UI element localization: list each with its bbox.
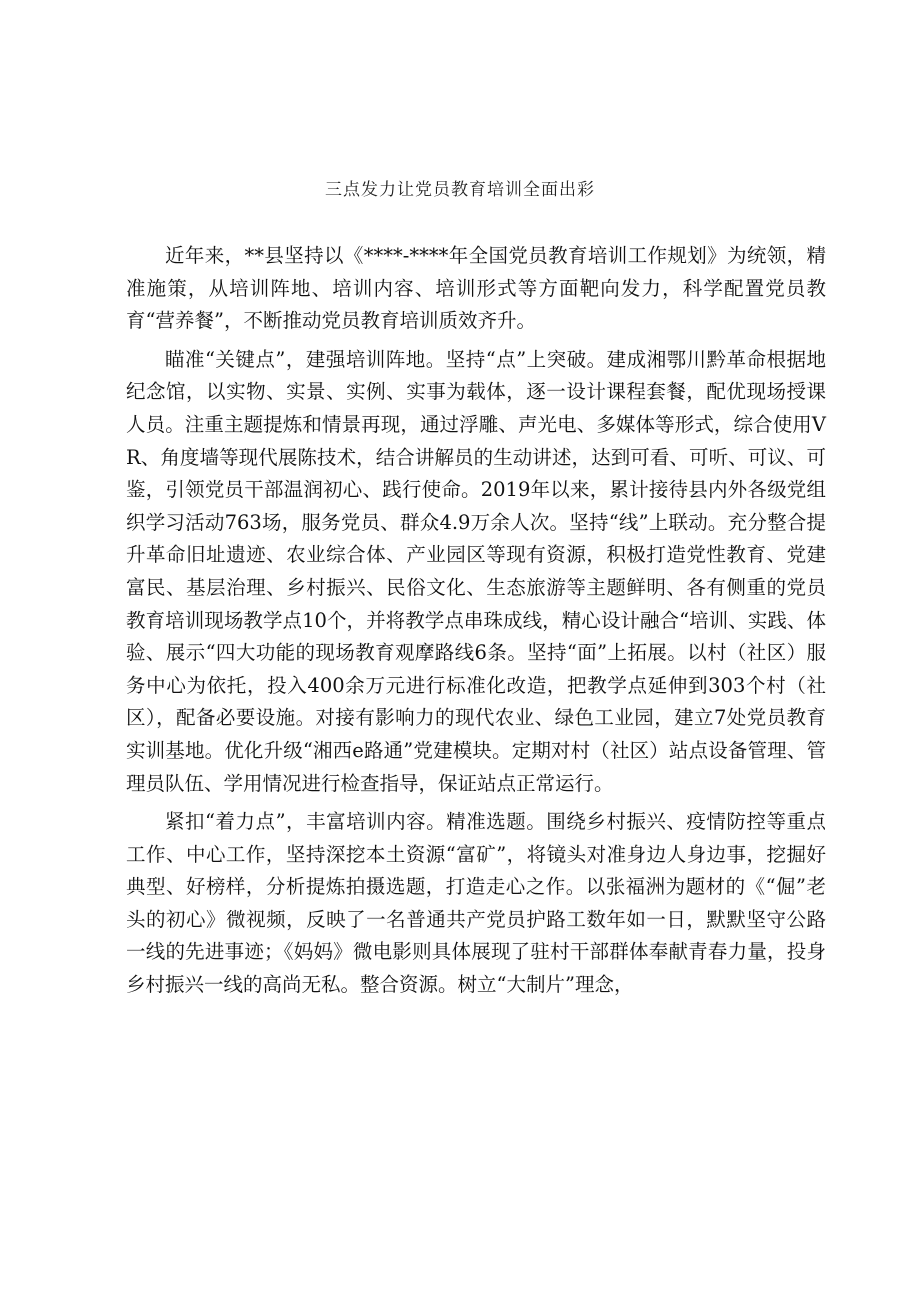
- document-title: 三点发力让党员教育培训全面出彩: [325, 180, 595, 200]
- paragraph-training-base: 瞄准“关键点”，建强培训阵地。坚持“点”上突破。建成湘鄂川黔革命根据地纪念馆，以实物、实景、实例、实事为载体，逐一设计课程套餐，配优现场授课人员。注重主题提炼和情景再现，通过浮雕、声光电、多媒体等形式，综合使用VR、角度墙等现代展陈技术，结合讲解员的生动讲述，达到可看、可听、可议、可鉴，引领党员干部温润初心、践行使命。2019年以来，累计接待县内外各级党组织学习活动763场，服务党员、群众4.9万余人次。坚持“线”上联动。充分整合提升革命旧址遗迹、农业综合体、产业园区等现有资源，积极打造党性教育、党建富民、基层治理、乡村振兴、民俗文化、生态旅游等主题鲜明、各有侧重的党员教育培训现场教学点10个，并将教学点串珠成线，精心设计融合“培训、实践、体验、展示“四大功能的现场教育观摩路线6条。坚持“面”上拓展。以村（社区）服务中心为依托，投入400余万元进行标准化改造，把教学点延伸到303个村（社区），配备必要设施。对接有影响力的现代农业、绿色工业园，建立7处党员教育实训基地。优化升级“湘西e路通”党建模块。定期对村（社区）站点设备管理、管理员队伍、学用情况进行检查指导，保证站点正常运行。: [126, 347, 826, 795]
- paragraph-intro: 近年来，**县坚持以《****-****年全国党员教育培训工作规划》为统领，精准施策，从培训阵地、培训内容、培训形式等方面靶向发力，科学配置党员教育“营养餐”，不断推动党员教育培训质效齐升。: [126, 244, 826, 333]
- document-body: [126, 240, 826, 1008]
- paragraph-training-content: 紧扣“着力点”，丰富培训内容。精准选题。围绕乡村振兴、疫情防控等重点工作、中心工作，坚持深挖本土资源“富矿”，将镜头对准身边人身边事，挖掘好典型、好榜样，分析提炼拍摄选题，打造走心之作。以张福洲为题材的《“倔”老头的初心》微视频，反映了一名普通共产党员护路工数年如一日，默默坚守公路一线的先进事迹；《妈妈》微电影则具体展现了驻村干部群体奉献青春力量，投身乡村振兴一线的高尚无私。整合资源。树立“大制片”理念，: [126, 810, 826, 997]
